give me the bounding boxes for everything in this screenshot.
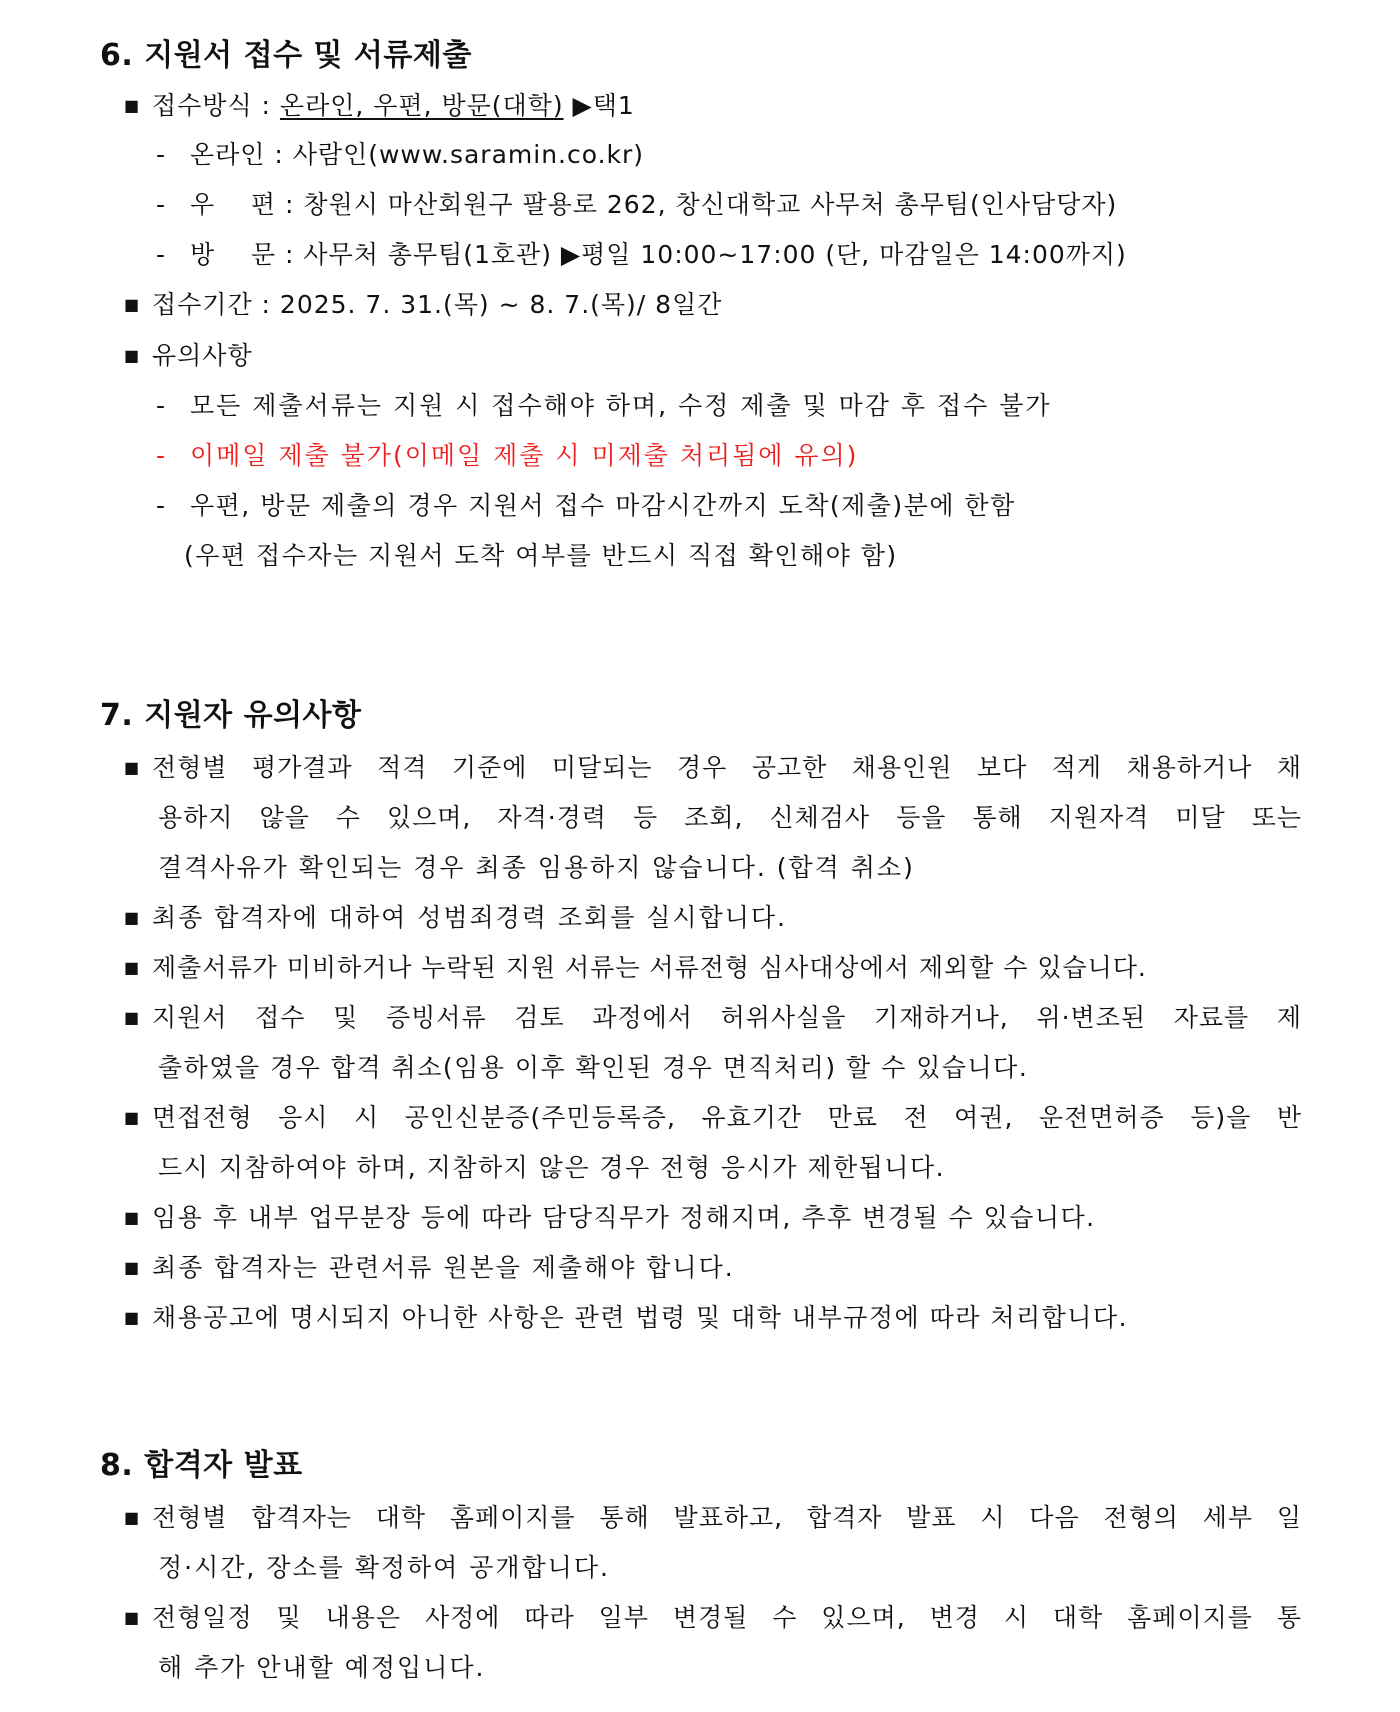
s7-item-3: 제출서류가 미비하거나 누락된 지원 서류는 서류전형 심사대상에서 제외할 수 있습니다. xyxy=(152,953,1147,982)
bullet-icon: ■ xyxy=(124,1008,140,1027)
dash-marker: - xyxy=(156,190,166,219)
dash-marker: - xyxy=(156,391,166,420)
period-line: 접수기간 : 2025. 7. 31.(목) ~ 8. 7.(목)/ 8일간 xyxy=(152,290,723,319)
note-3-continued: (우편 접수자는 지원서 도착 여부를 반드시 직접 확인해야 함) xyxy=(184,541,898,570)
bullet-icon: ■ xyxy=(124,1208,140,1227)
s8-item-1-line-2: 정·시간, 장소를 확정하여 공개합니다. xyxy=(158,1553,610,1582)
mail-line: 우 편 : 창원시 마산회원구 팔용로 262, 창신대학교 사무처 총무팀(인사담당자) xyxy=(190,190,1118,219)
method-label: 접수방식 : xyxy=(152,91,280,120)
dash-marker: - xyxy=(156,491,166,520)
method-suffix: ▶택1 xyxy=(563,91,635,120)
dash-marker: - xyxy=(156,441,166,470)
s7-item-8: 채용공고에 명시되지 아니한 사항은 관련 법령 및 대학 내부규정에 따라 처리합니다. xyxy=(152,1303,1129,1332)
method-line xyxy=(152,88,635,124)
s7-item-4-line-1: 지원서 접수 및 증빙서류 검토 과정에서 허위사실을 기재하거나, 위·변조된 자료를 제 xyxy=(152,1003,1302,1032)
visit-line: 방 문 : 사무처 총무팀(1호관) ▶평일 10:00~17:00 (단, 마감일은 14:00까지) xyxy=(190,240,1127,269)
section-6-heading: 6. 지원서 접수 및 서류제출 xyxy=(100,38,472,73)
s7-item-5-line-1: 면접전형 응시 시 공인신분증(주민등록증, 유효기간 만료 전 여권, 운전면허증 등)을 반 xyxy=(152,1103,1302,1132)
s8-item-2-line-1: 전형일정 및 내용은 사정에 따라 일부 변경될 수 있으며, 변경 시 대학 홈페이지를 통 xyxy=(152,1603,1302,1632)
bullet-icon: ■ xyxy=(124,96,140,115)
s7-item-7: 최종 합격자는 관련서류 원본을 제출해야 합니다. xyxy=(152,1253,735,1282)
note-1: 모든 제출서류는 지원 시 접수해야 하며, 수정 제출 및 마감 후 접수 불가 xyxy=(190,391,1052,420)
bullet-icon: ■ xyxy=(124,1258,140,1277)
section-8-heading: 8. 합격자 발표 xyxy=(100,1448,303,1483)
s8-item-1-line-1: 전형별 합격자는 대학 홈페이지를 통해 발표하고, 합격자 발표 시 다음 전형의 세부 일 xyxy=(152,1503,1302,1532)
s7-item-5-line-2: 드시 지참하여야 하며, 지참하지 않은 경우 전형 응시가 제한됩니다. xyxy=(158,1153,946,1182)
s7-item-2: 최종 합격자에 대하여 성범죄경력 조회를 실시합니다. xyxy=(152,903,787,932)
s7-item-4-line-2: 출하였을 경우 합격 취소(임용 이후 확인된 경우 면직처리) 할 수 있습니다. xyxy=(158,1053,1029,1082)
note-2-warning: 이메일 제출 불가(이메일 제출 시 미제출 처리됨에 유의) xyxy=(190,441,859,470)
bullet-icon: ■ xyxy=(124,1608,140,1627)
s7-item-1-line-2: 용하지 않을 수 있으며, 자격·경력 등 조회, 신체검사 등을 통해 지원자격 미달 또는 xyxy=(158,803,1302,832)
note-3: 우편, 방문 제출의 경우 지원서 접수 마감시간까지 도착(제출)분에 한함 xyxy=(190,491,1016,520)
bullet-icon: ■ xyxy=(124,1308,140,1327)
s8-item-2-line-2: 해 추가 안내할 예정입니다. xyxy=(158,1653,486,1682)
s7-item-1-line-3: 결격사유가 확인되는 경우 최종 임용하지 않습니다. (합격 취소) xyxy=(158,853,915,882)
method-value: 온라인, 우편, 방문(대학) xyxy=(279,91,564,120)
s7-item-6: 임용 후 내부 업무분장 등에 따라 담당직무가 정해지며, 추후 변경될 수 있습니다. xyxy=(152,1203,1096,1232)
s7-item-1-line-1: 전형별 평가결과 적격 기준에 미달되는 경우 공고한 채용인원 보다 적게 채용하거나 채 xyxy=(152,753,1302,782)
dash-marker: - xyxy=(156,140,166,169)
notes-title: 유의사항 xyxy=(152,341,253,370)
dash-marker: - xyxy=(156,240,166,269)
online-line: 온라인 : 사람인(www.saramin.co.kr) xyxy=(190,140,645,169)
bullet-icon: ■ xyxy=(124,908,140,927)
bullet-icon: ■ xyxy=(124,295,140,314)
bullet-icon: ■ xyxy=(124,1108,140,1127)
section-7-heading: 7. 지원자 유의사항 xyxy=(100,698,362,733)
bullet-icon: ■ xyxy=(124,1508,140,1527)
bullet-icon: ■ xyxy=(124,758,140,777)
bullet-icon: ■ xyxy=(124,958,140,977)
bullet-icon: ■ xyxy=(124,346,140,365)
